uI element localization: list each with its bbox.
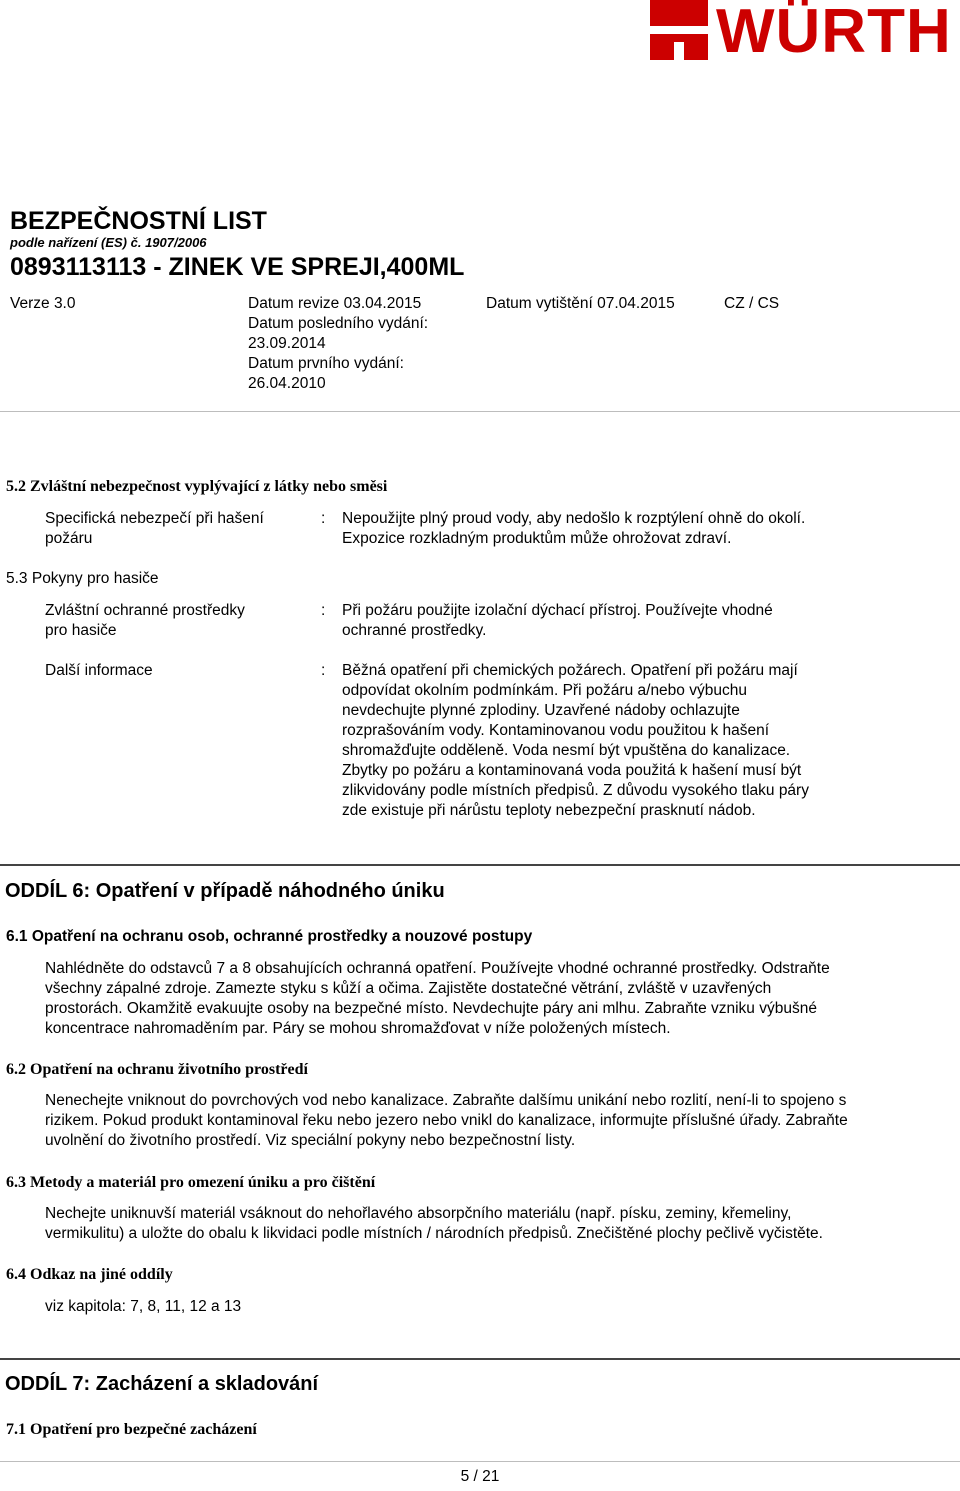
header-divider — [0, 411, 960, 412]
wurth-logo-text: WÜRTH — [716, 0, 952, 66]
paragraph-6-1: Nahlédněte do odstavců 7 a 8 obsahujících ochranná opatření. Používejte vhodné ochranné prostředky. Odstraňte všechny zápalné zdroje. Zamezte styku s kůží a očima. Zajistěte dostatečné větrání, zvláště v uzavřených prostorách. Okamžitě evakuujte osoby na bezpečné místo. Nevdechujte páry ani mlhu. Zabraňte vzniku výbušné koncentrace nahromaděním par. Páry se mohou shromažďovat v níže položených místech. — [45, 960, 830, 1037]
revision-date: Datum revize 03.04.2015 — [248, 295, 422, 312]
heading-7-1: 7.1 Opatření pro bezpečné zacházení — [6, 1421, 257, 1438]
colon: : — [321, 510, 326, 527]
last-issue-label: Datum posledního vydání: — [248, 315, 429, 332]
section-7-divider — [0, 1358, 960, 1360]
print-date: Datum vytištění 07.04.2015 — [486, 295, 675, 312]
heading-6-3: 6.3 Metody a materiál pro omezení úniku a pro čištění — [6, 1174, 376, 1191]
paragraph-6-2: Nenechejte vniknout do povrchových vod nebo kanalizace. Zabraňte dalšímu unikání nebo rozlití, není-li to spojeno s rizikem. Pokud produkt kontaminoval řeku nebo jezero nebo vnikl do kanalizace, informujte příslušné úřady. Zabraňte uvolnění do životního prostředí. Viz speciální pokyny nebo bezpečnostní listy. — [45, 1092, 848, 1149]
heading-6-4: 6.4 Odkaz na jiné oddíly — [6, 1266, 173, 1283]
paragraph-6-3: Nechejte uniknuvší materiál vsáknout do nehořlavého absorpčního materiálu (např. písku, zeminy, křemeliny, vermikulitu) a uložte do obalu k likvidaci podle místních / národních předpisů. Znečištěné plochy pečlivě vyčistěte. — [45, 1205, 823, 1242]
section-6-title: ODDÍL 6: Opatření v případě náhodného úniku — [5, 880, 445, 902]
heading-6-2: 6.2 Opatření na ochranu životního prostředí — [6, 1061, 308, 1078]
specific-hazards-text: Nepoužijte plný proud vody, aby nedošlo k rozptýlení ohně do okolí. Expozice rozkladným produktům může ohrožovat zdraví. — [342, 510, 806, 547]
regulation-note: podle nařízení (ES) č. 1907/2006 — [10, 235, 207, 250]
colon: : — [321, 662, 326, 679]
protective-equipment-label: Zvláštní ochranné prostředky pro hasiče — [45, 602, 245, 639]
further-info-text: Běžná opatření při chemických požárech. Opatření při požáru mají odpovídat okolním podmínkám. Při požáru a/nebo výbuchu nevdechujte plynné zplodiny. Uzavřené nádoby ochlazujte rozprašováním vody. Kontaminovanou vodu použitou k hašení shromažďujte odděleně. Voda nesmí být vpuštěna do kanalizace. Zbytky po požáru a kontaminovaná voda použitá k hašení musí být zlikvidovány podle místních předpisů. Z důvodu vysokého tlaku páry zde existuje při nárůstu teploty nebezpeční prasknutí nádob. — [342, 662, 809, 819]
colon: : — [321, 602, 326, 619]
page-number: 5 / 21 — [460, 1468, 500, 1485]
section-7-title: ODDÍL 7: Zacházení a skladování — [5, 1373, 319, 1395]
first-issue-label: Datum prvního vydání: — [248, 355, 404, 372]
specific-hazards-label: Specifická nebezpečí při hašení požáru — [45, 510, 264, 547]
locale: CZ / CS — [724, 295, 780, 312]
section-6-divider — [0, 864, 960, 866]
doc-title: BEZPEČNOSTNÍ LIST — [10, 207, 267, 235]
heading-5-2: 5.2 Zvláštní nebezpečnost vyplývající z látky nebo směsi — [6, 478, 388, 495]
version: Verze 3.0 — [10, 295, 76, 312]
paragraph-6-4: viz kapitola: 7, 8, 11, 12 a 13 — [45, 1298, 242, 1315]
heading-6-1: 6.1 Opatření na ochranu osob, ochranné prostředky a nouzové postupy — [6, 928, 533, 945]
further-info-label: Další informace — [45, 662, 153, 679]
protective-equipment-text: Při požáru použijte izolační dýchací přístroj. Používejte vhodné ochranné prostředky. — [342, 602, 773, 639]
first-issue-date: 26.04.2010 — [248, 375, 326, 392]
heading-5-3: 5.3 Pokyny pro hasiče — [6, 570, 159, 587]
last-issue-date: 23.09.2014 — [248, 335, 326, 352]
product-name: 0893113113 - ZINEK VE SPREJI,400ML — [10, 253, 465, 281]
wurth-logo — [648, 0, 960, 68]
footer-divider — [0, 1461, 960, 1462]
